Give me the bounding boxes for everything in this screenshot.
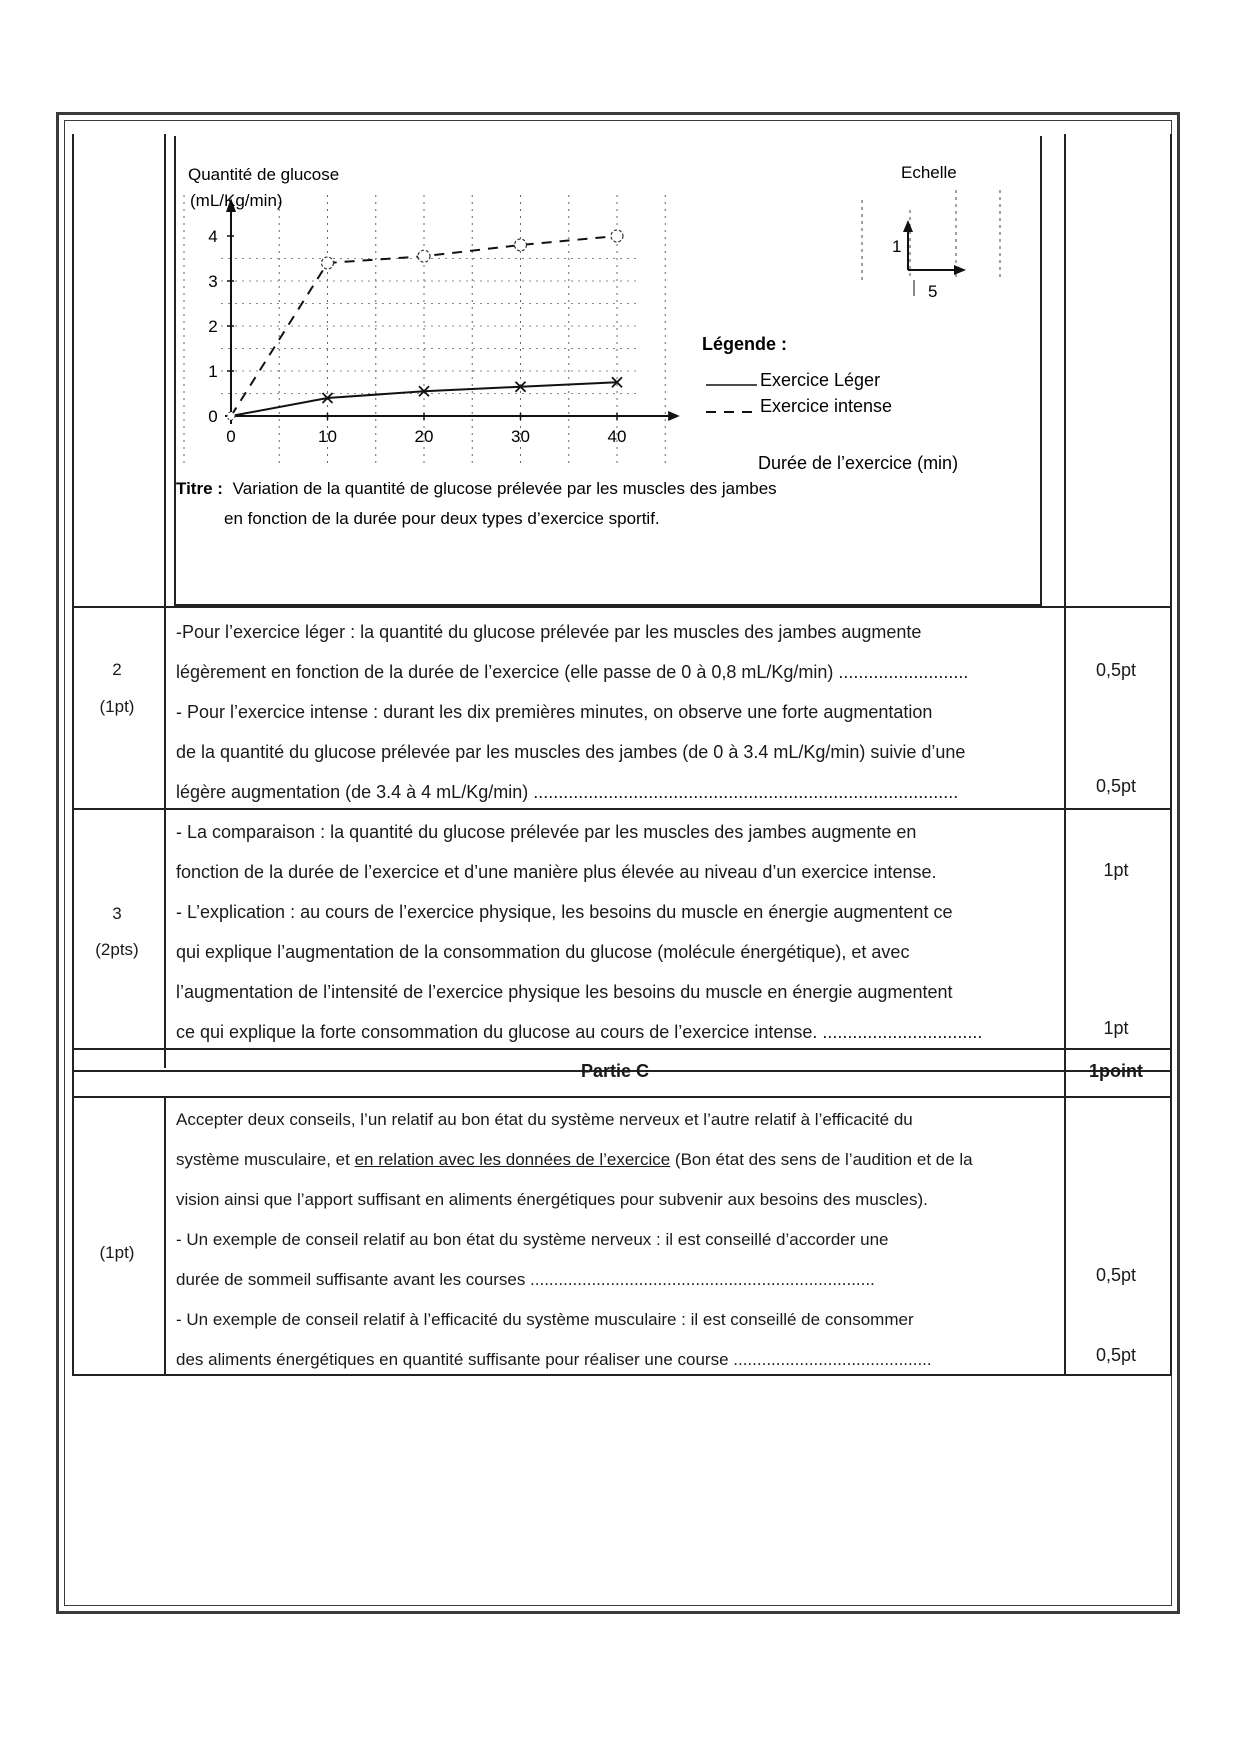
q3-line: - L’explication : au cours de l’exercice physique, les besoins du muscle en énergie augmentent ce (176, 902, 953, 922)
partc-points: 1point (1089, 1061, 1143, 1081)
q3-line: qui explique l’augmentation de la consommation du glucose (molécule énergétique), et avec (176, 942, 910, 962)
x-tick-label: 30 (511, 427, 530, 446)
partc-title: Partie C (580, 1061, 650, 1081)
y-tick-label: 0 (208, 407, 218, 426)
y-tick-label: 4 (208, 227, 218, 246)
scale-y-value: 1 (892, 237, 902, 256)
chart-series (227, 230, 623, 420)
q2-score-1: 0,5pt (1095, 660, 1137, 680)
y-tick-label: 1 (208, 362, 218, 381)
glucose-chart (176, 140, 1038, 602)
q3-line: fonction de la durée de l’exercice et d’une manière plus élevée au niveau d’un exercice intense. (176, 862, 937, 882)
legend-intense: Exercice intense (760, 396, 893, 416)
partc-underlined: en relation avec les données de l’exercice (354, 1150, 671, 1169)
q3-answer (176, 812, 1056, 1052)
chart-title-line2: en fonction de la durée pour deux types d’exercice sportif. (224, 509, 660, 528)
y-tick-label: 3 (208, 272, 218, 291)
q2-score-2: 0,5pt (1095, 776, 1137, 796)
partc-line: Accepter deux conseils, l’un relatif au bon état du système nerveux et l’autre relatif à l’efficacité du (176, 1110, 913, 1129)
q3-number: 3 (112, 904, 122, 923)
point-intense (515, 239, 527, 251)
chart-y-unit: (mL/Kg/min) (190, 191, 283, 210)
point-intense (611, 230, 623, 242)
scale-title: Echelle (901, 163, 957, 182)
q3-score-1: 1pt (1103, 860, 1129, 880)
q2-line: - Pour l’exercice intense : durant les dix premières minutes, on observe une forte augmentation (176, 702, 933, 722)
partc-score-2: 0,5pt (1095, 1345, 1137, 1365)
partc-line: durée de sommeil suffisante avant les courses ......................................................................... (176, 1270, 875, 1289)
x-tick-label: 20 (414, 427, 434, 446)
x-tick-label: 10 (318, 427, 337, 446)
legend-light: Exercice Léger (760, 370, 881, 390)
partc-pts: (1pt) (99, 1243, 135, 1262)
partc-line: système musculaire, et en relation avec les données de l’exercice (Bon état des sens de l’audition et de la (176, 1150, 973, 1169)
q3-line: - La comparaison : la quantité du glucose prélevée par les muscles des jambes augmente en (176, 822, 917, 842)
scale-y-arrow (903, 220, 913, 232)
scale-x-arrow (954, 265, 966, 275)
point-intense (418, 250, 430, 262)
q2-answer (176, 612, 1056, 812)
chart-legend (702, 334, 892, 416)
chart-ticks (208, 227, 626, 446)
q3-line: l’augmentation de l’intensité de l’exercice physique les besoins du muscle en énergie augmentent (176, 982, 953, 1002)
legend-title: Légende : (702, 334, 788, 354)
point-intense (322, 257, 334, 269)
chart-title-line1: Titre : Variation de la quantité de glucose prélevée par les muscles des jambes (176, 479, 777, 498)
chart-y-label: Quantité de glucose (188, 165, 340, 184)
partc-answer (176, 1100, 1056, 1380)
q2-line: de la quantité du glucose prélevée par les muscles des jambes (de 0 à 3.4 mL/Kg/min) suivie d’une (176, 742, 966, 762)
chart-scale (862, 163, 1000, 301)
q2-number: 2 (112, 660, 122, 679)
chart-gridlines (184, 195, 665, 464)
chart-x-label: Durée de l’exercice (min) (758, 453, 959, 473)
q2-line: légère augmentation (de 3.4 à 4 mL/Kg/min) ..................................................................................... (176, 782, 959, 802)
x-tick-label: 40 (607, 427, 627, 446)
partc-line: - Un exemple de conseil relatif au bon état du système nerveux : il est conseillé d’accorder une (176, 1230, 889, 1249)
partc-line: des aliments énergétiques en quantité suffisante pour réaliser une course .......................................... (176, 1350, 932, 1369)
partc-score-1: 0,5pt (1095, 1265, 1137, 1285)
y-tick-label: 2 (208, 317, 218, 336)
q3-score-2: 1pt (1103, 1018, 1129, 1038)
q2-line: légèrement en fonction de la durée de l’exercice (elle passe de 0 à 0,8 mL/Kg/min) .......................... (176, 662, 969, 682)
partc-line: - Un exemple de conseil relatif à l’efficacité du système musculaire : il est conseillé de consommer (176, 1310, 914, 1329)
x-axis-arrow (668, 411, 680, 421)
partc-line: vision ainsi que l’apport suffisant en aliments énergétiques pour subvenir aux besoins des muscles). (176, 1190, 928, 1209)
q3-points: (2pts) (95, 940, 139, 959)
q2-points: (1pt) (99, 697, 135, 716)
x-tick-label: 0 (226, 427, 236, 446)
point-origin (227, 412, 235, 420)
q3-line: ce qui explique la forte consommation du glucose au cours de l’exercice intense. ................................ (176, 1022, 983, 1042)
scale-x-value: 5 (928, 282, 938, 301)
q2-line: -Pour l’exercice léger : la quantité du glucose prélevée par les muscles des jambes augmente (176, 622, 922, 642)
